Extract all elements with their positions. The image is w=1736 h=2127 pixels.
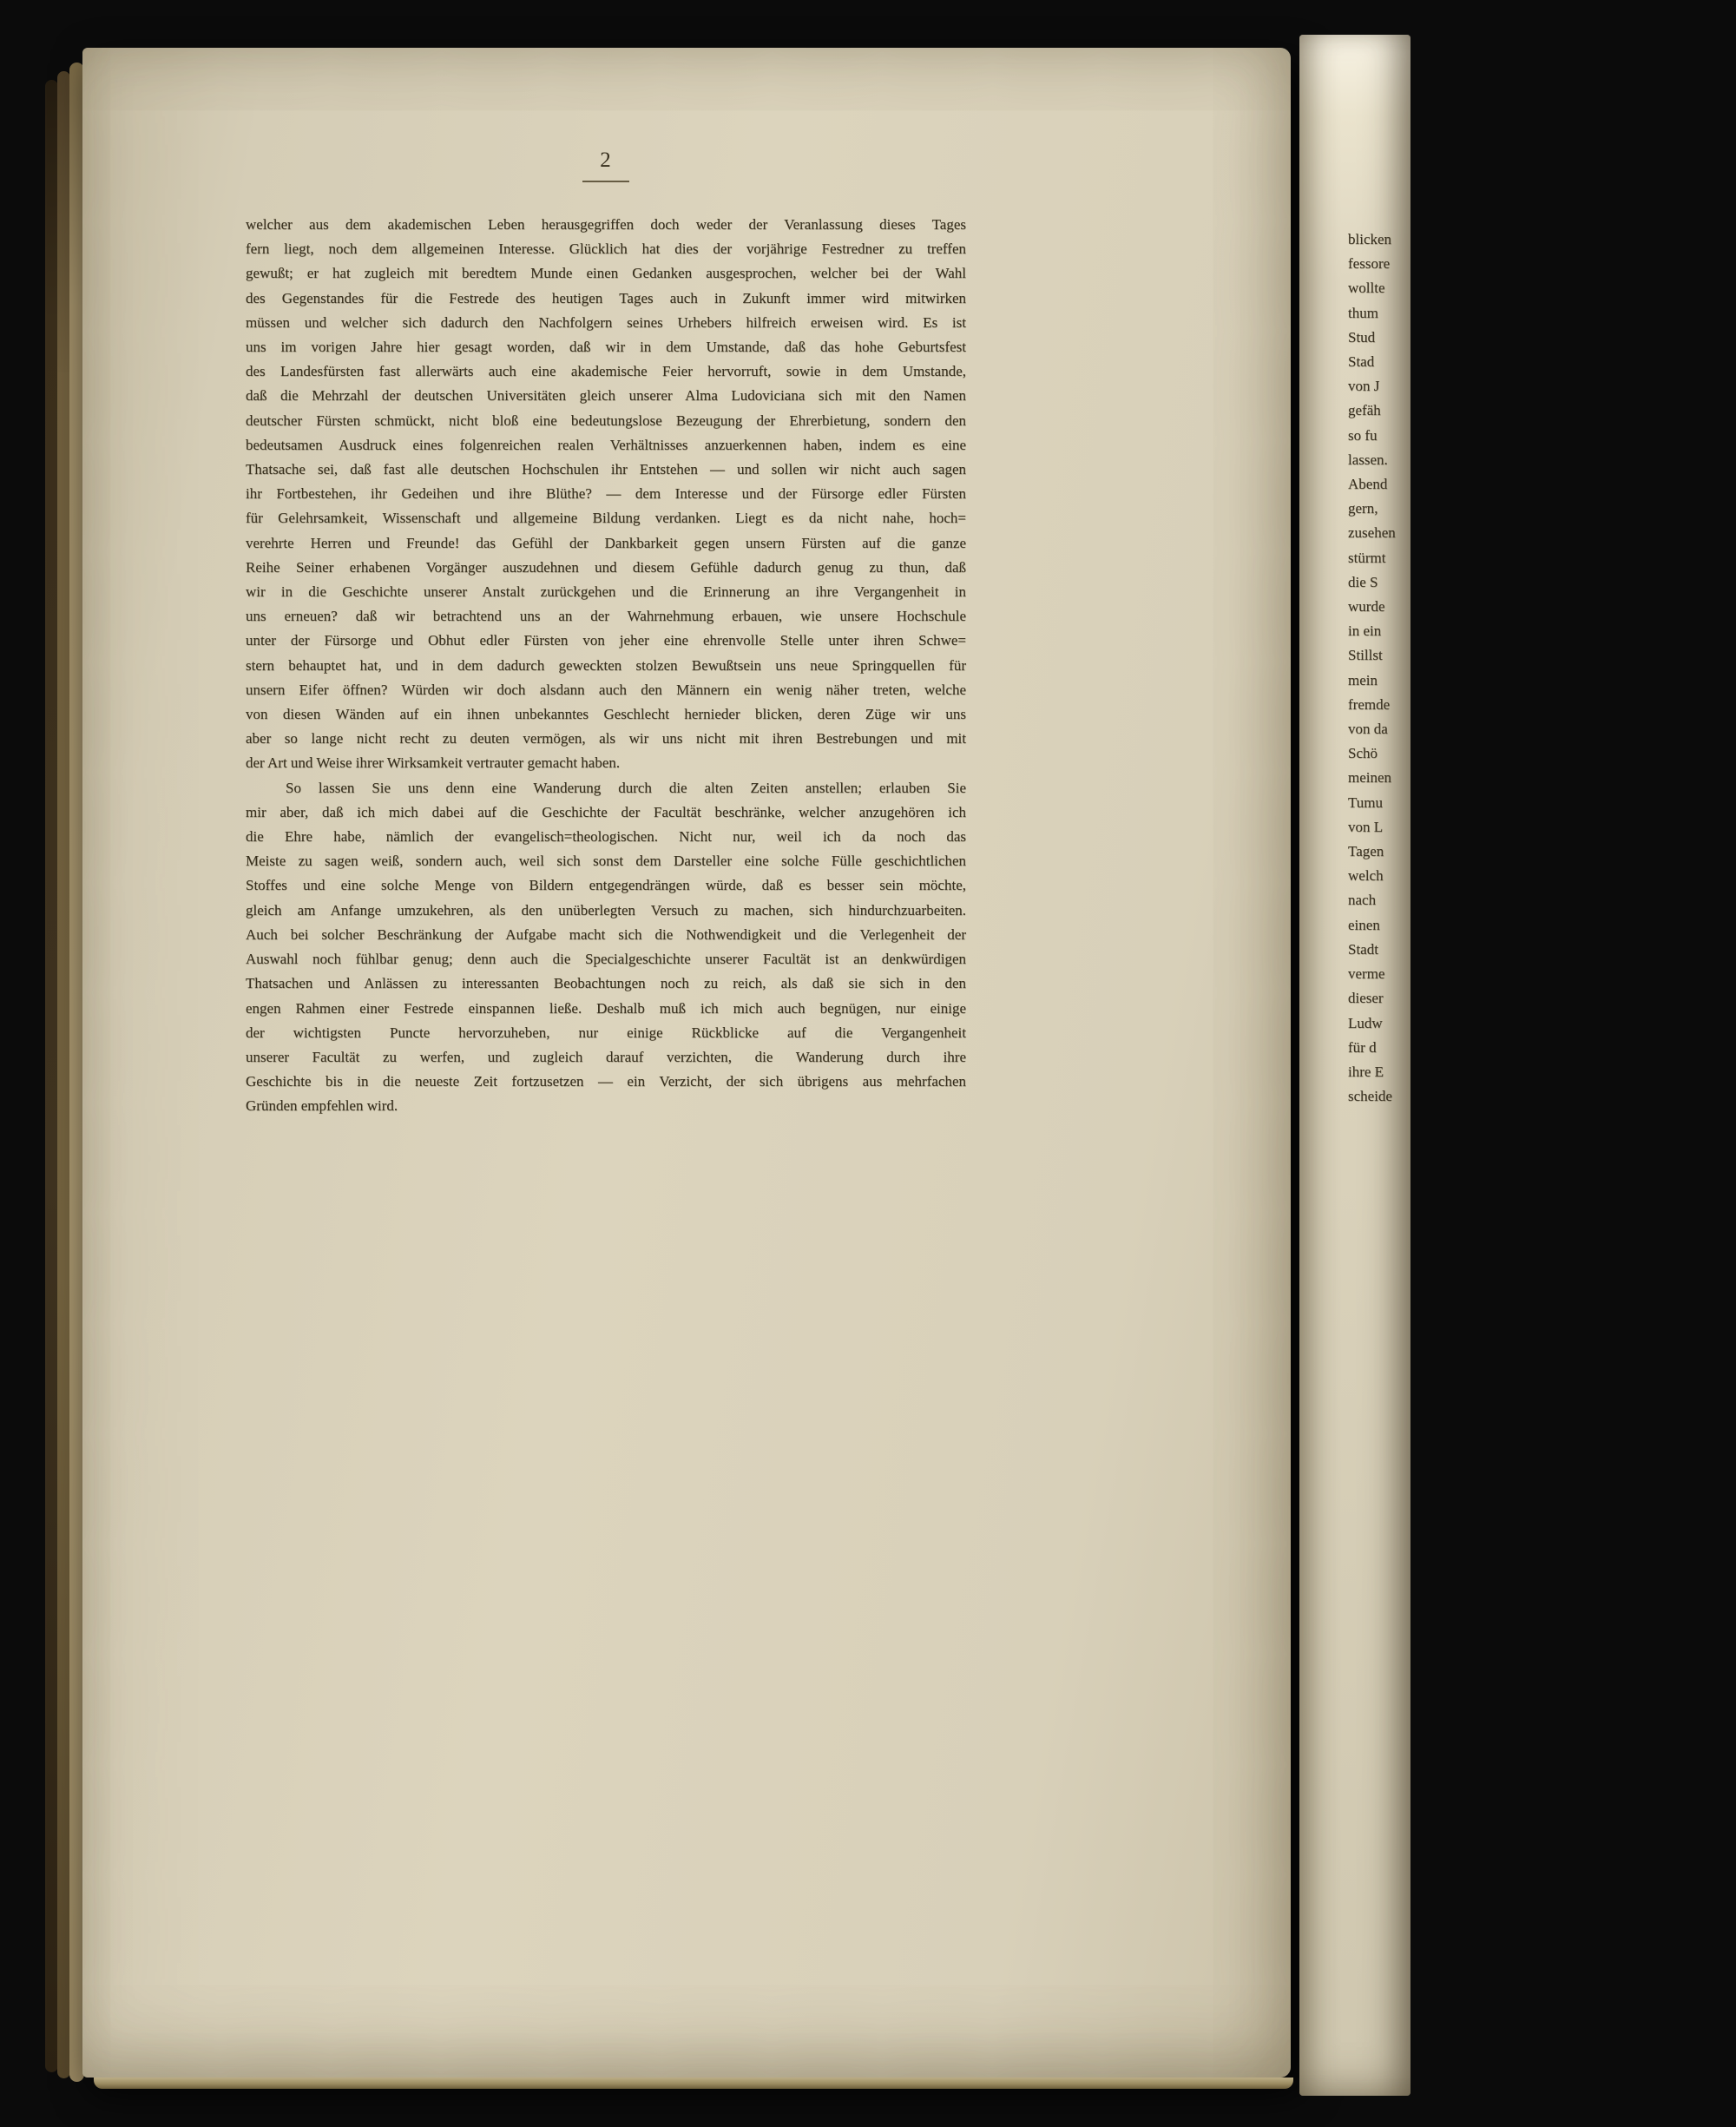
fragment-line: von J <box>1348 378 1380 395</box>
text-line: des Landesfürsten fast allerwärts auch eine akademische Feier hervorruft, sowie in dem Umstande, <box>246 363 966 380</box>
text-line: Thatsachen und Anlässen zu interessanten Beobachtungen noch zu reich, als daß sie sich in den <box>246 975 966 992</box>
paragraph <box>246 776 966 1119</box>
fragment-line: verme <box>1348 965 1385 983</box>
text-line: Thatsache sei, daß fast alle deutschen Hochschulen ihr Entstehen — und sollen wir nicht auch sagen <box>246 461 966 478</box>
text-line: engen Rahmen einer Festrede einspannen ließe. Deshalb muß ich mich auch begnügen, nur einige <box>246 999 966 1017</box>
fragment-line: von L <box>1348 818 1384 835</box>
fragment-line: lassen. <box>1348 451 1388 468</box>
fragment-line: meinen <box>1348 769 1392 787</box>
book-page-edge-dark <box>45 80 58 2072</box>
fragment-line: mein <box>1348 671 1378 688</box>
text-line: der wichtigsten Puncte hervorzuheben, nur einige Rückblicke auf die Vergangenheit <box>246 1024 966 1041</box>
page-number: 2 <box>600 148 612 172</box>
next-page-fragments <box>1348 227 1396 1109</box>
fragment-line: stürmt <box>1348 549 1386 566</box>
fragment-line: gefäh <box>1348 402 1381 419</box>
text-line: gewußt; er hat zugleich mit beredtem Munde einen Gedanken ausgesprochen, welcher bei der Wahl <box>246 265 966 282</box>
fragment-line: scheide <box>1348 1088 1392 1105</box>
fragment-line: Stad <box>1348 353 1375 371</box>
text-line: ihr Fortbestehen, ihr Gedeihen und ihre Blüthe? — dem Interesse und der Fürsorge edler Fürsten <box>246 485 966 503</box>
text-line: wir in die Geschichte unserer Anstalt zurückgehen und die Erinnerung an ihre Vergangenheit in <box>246 583 966 601</box>
text-line: von diesen Wänden auf ein ihnen unbekanntes Geschlecht hernieder blicken, deren Züge wir uns <box>246 706 966 723</box>
text-line: uns erneuen? daß wir betrachtend uns an der Wahrnehmung erbauen, wie unsere Hochschule <box>246 608 966 625</box>
text-line: gleich am Anfange umzukehren, als den unüberlegten Versuch zu machen, sich hindurchzuarbeiten. <box>246 901 966 919</box>
text-line: stern behauptet hat, und in dem dadurch geweckten stolzen Bewußtsein uns neue Springquellen für <box>246 656 966 674</box>
text-line: müssen und welcher sich dadurch den Nachfolgern seines Urhebers hilfreich erweisen wird. Es ist <box>246 313 966 331</box>
book-page <box>82 48 1291 2078</box>
fragment-line: welch <box>1348 867 1384 885</box>
text-line: des Gegenstandes für die Festrede des heutigen Tages auch in Zukunft immer wird mitwirken <box>246 289 966 306</box>
text-line: aber so lange nicht recht zu deuten vermögen, als wir uns nicht mit ihren Bestrebungen und mit <box>246 730 966 747</box>
text-line: unserer Facultät zu werfen, und zugleich darauf verzichten, die Wanderung durch ihre <box>246 1048 966 1065</box>
text-line: unsern Eifer öffnen? Würden wir doch alsdann auch den Männern ein wenig näher treten, welche <box>246 681 966 698</box>
book-bottom-page-stack <box>94 2078 1293 2089</box>
fragment-line: Stillst <box>1348 647 1383 664</box>
text-line: Gründen empfehlen wird. <box>246 1097 398 1115</box>
text-line: daß die Mehrzahl der deutschen Universitäten gleich unserer Alma Ludoviciana sich mit den Namen <box>246 387 966 405</box>
text-line: fern liegt, noch dem allgemeinen Interesse. Glücklich hat dies der vorjährige Festredner zu treffen <box>246 240 966 258</box>
fragment-line: dieser <box>1348 990 1384 1007</box>
text-line: Stoffes und eine solche Menge von Bildern entgegendrängen würde, daß es besser sein möchte, <box>246 877 966 894</box>
text-line: welcher aus dem akademischen Leben herausgegriffen doch weder der Veranlassung dieses Tages <box>246 216 966 233</box>
text-line: uns im vorigen Jahre hier gesagt worden, daß wir in dem Umstande, daß das hohe Geburtsfest <box>246 339 966 356</box>
text-line: Auch bei solcher Beschränkung der Aufgabe macht sich die Nothwendigkeit und die Verlegenheit der <box>246 925 966 943</box>
text-line: mir aber, daß ich mich dabei auf die Geschichte der Facultät beschränke, welcher anzugehören ich <box>246 803 966 820</box>
fragment-line: Ludw <box>1348 1014 1383 1031</box>
text-line: verehrte Herren und Freunde! das Gefühl der Dankbarkeit gegen unsern Fürsten auf die ganze <box>246 534 966 551</box>
fragment-line: so fu <box>1348 426 1378 444</box>
text-line: unter der Fürsorge und Obhut edler Fürsten von jeher eine ehrenvolle Stelle unter ihren Schwe= <box>246 632 966 649</box>
fragment-line: Tumu <box>1348 794 1384 811</box>
fragment-line: blicken <box>1348 231 1392 247</box>
fragment-line: ihre E <box>1348 1063 1384 1080</box>
page-number-rule <box>582 181 629 182</box>
fragment-line: fremde <box>1348 695 1391 713</box>
text-line: Geschichte bis in die neueste Zeit fortzusetzen — ein Verzicht, der sich übrigens aus mehrfachen <box>246 1073 966 1090</box>
fragment-line: wurde <box>1348 598 1385 616</box>
text-line: Meiste zu sagen weiß, sondern auch, weil sich sonst dem Darsteller eine solche Fülle geschichtlichen <box>246 853 966 870</box>
fragment-line: von da <box>1348 721 1388 738</box>
fragment-line: fessore <box>1348 255 1391 273</box>
fragment-line: die S <box>1348 573 1378 590</box>
text-line: für Gelehrsamkeit, Wissenschaft und allgemeine Bildung verdanken. Liegt es da nicht nahe, hoch= <box>246 510 966 527</box>
paragraph <box>246 213 966 776</box>
fragment-line: Schö <box>1348 745 1378 762</box>
fragment-line: für d <box>1348 1038 1377 1056</box>
fragment-line: Abend <box>1348 476 1388 493</box>
text-line: die Ehre habe, nämlich der evangelisch=theologischen. Nicht nur, weil ich da noch das <box>246 828 966 846</box>
page-number-block <box>246 148 966 182</box>
fragment-line: in ein <box>1348 622 1382 640</box>
text-block <box>246 213 966 1119</box>
text-line: deutscher Fürsten schmückt, nicht bloß eine bedeutungslose Bezeugung der Ehrerbietung, sondern den <box>246 412 966 429</box>
fragment-line: gern, <box>1348 500 1378 517</box>
text-line: Reihe Seiner erhabenen Vorgänger auszudehnen und diesem Gefühle dadurch genug zu thun, daß <box>246 558 966 576</box>
text-line: der Art und Weise ihrer Wirksamkeit vertrauter gemacht haben. <box>246 754 621 772</box>
fragment-line: Tagen <box>1348 843 1384 860</box>
fragment-line: zusehen <box>1348 524 1396 542</box>
fragment-line: Stadt <box>1348 940 1378 958</box>
fragment-line: nach <box>1348 892 1377 909</box>
fragment-line: thum <box>1348 304 1378 321</box>
text-line: So lassen Sie uns denn eine Wanderung durch die alten Zeiten anstellen; erlauben Sie <box>286 779 966 796</box>
text-line: Auswahl noch fühlbar genug; denn auch die Specialgeschichte unserer Facultät ist an denkwürdigen <box>246 951 966 968</box>
fragment-line: einen <box>1348 916 1380 933</box>
book-page-edge-mid <box>57 71 70 2078</box>
text-line: bedeutsamen Ausdruck eines folgenreichen realen Verhältnisses anzuerkennen haben, indem es eine <box>246 436 966 453</box>
fragment-line: Stud <box>1348 328 1376 346</box>
next-page-sliver <box>1299 35 1410 2096</box>
fragment-line: wollte <box>1348 280 1385 297</box>
